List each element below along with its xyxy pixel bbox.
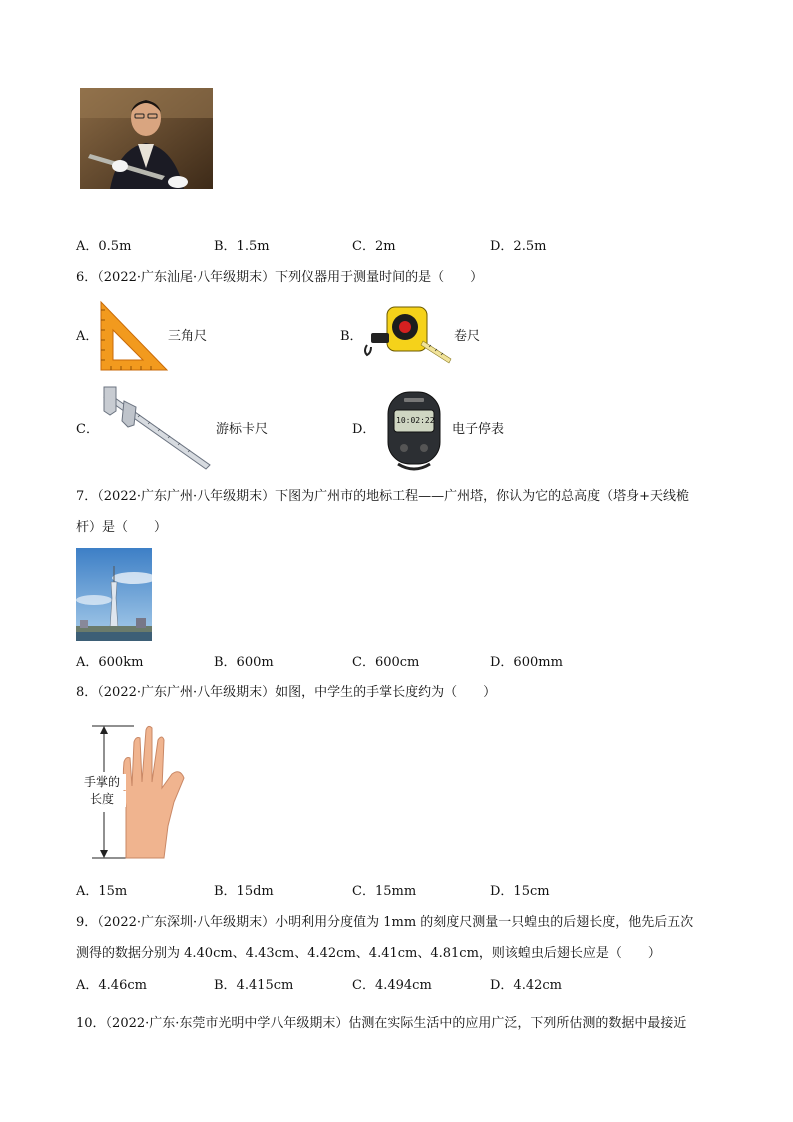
q6-option-a-name: 三角尺 (168, 329, 208, 344)
hand-label-line-2: 长度 (78, 791, 126, 807)
q6-stopwatch-image (384, 390, 444, 472)
q5-option-d: D．2.5m (490, 239, 547, 254)
q6-tape-measure-image (361, 303, 453, 367)
q8-option-b: B．15dm (214, 884, 274, 899)
q8-hand-length-figure (76, 722, 198, 862)
q6-triangle-ruler-image (99, 300, 169, 372)
q9-option-b: B．4.415cm (214, 978, 294, 993)
q6-option-b-letter: B． (340, 329, 363, 344)
q7-stem-line-1: 7．（2022·广东广州·八年级期末）下图为广州市的地标工程——广州塔，你认为它的总高度（塔身+天线桅 (76, 489, 690, 504)
q5-option-c: C．2m (352, 239, 396, 254)
q7-option-a: A．600km (76, 655, 144, 670)
q6-option-c-letter: C． (76, 422, 99, 437)
q7-option-d: D．600mm (490, 655, 563, 670)
q6-vernier-caliper-image (98, 385, 214, 471)
q6-option-c-name: 游标卡尺 (216, 422, 269, 437)
q5-option-b: B．1.5m (214, 239, 270, 254)
q6-stem: 6．（2022·广东汕尾·八年级期末）下列仪器用于测量时间的是（ ） (76, 270, 484, 285)
q5-photo-man-with-sword (80, 88, 213, 189)
q7-option-b: B．600m (214, 655, 274, 670)
q5-option-a: A．0.5m (76, 239, 132, 254)
q7-option-c: C．600cm (352, 655, 420, 670)
q9-stem-line-1: 9．（2022·广东深圳·八年级期末）小明利用分度值为 1mm 的刻度尺测量一只蝗虫的后翅长度，他先后五次 (76, 915, 694, 930)
hand-label-line-1: 手掌的 (78, 774, 126, 790)
q9-option-d: D．4.42cm (490, 978, 562, 993)
q7-stem-line-2: 杆）是（ ） (76, 520, 168, 535)
q6-option-d-letter: D． (352, 422, 376, 437)
q7-canton-tower-photo (76, 548, 152, 641)
q8-option-a: A．15m (76, 884, 128, 899)
q9-option-c: C．4.494cm (352, 978, 432, 993)
q10-stem-line-1: 10．（2022·广东·东莞市光明中学八年级期末）估测在实际生活中的应用广泛，下列所估测的数据中最接近 (76, 1016, 687, 1031)
q9-option-a: A．4.46cm (76, 978, 147, 993)
q6-option-b-name: 卷尺 (454, 329, 481, 344)
q9-stem-line-2: 测得的数据分别为 4.40cm、4.43cm、4.42cm、4.41cm、4.81cm，则该蝗虫后翅长应是（ ） (76, 946, 661, 961)
q8-option-d: D．15cm (490, 884, 550, 899)
q8-option-c: C．15mm (352, 884, 417, 899)
q6-option-a-letter: A． (76, 329, 99, 344)
q6-option-d-name: 电子停表 (452, 422, 505, 437)
q8-stem: 8．（2022·广东广州·八年级期末）如图，中学生的手掌长度约为（ ） (76, 685, 497, 700)
stopwatch-display-text: 10:02:22 (396, 416, 435, 425)
